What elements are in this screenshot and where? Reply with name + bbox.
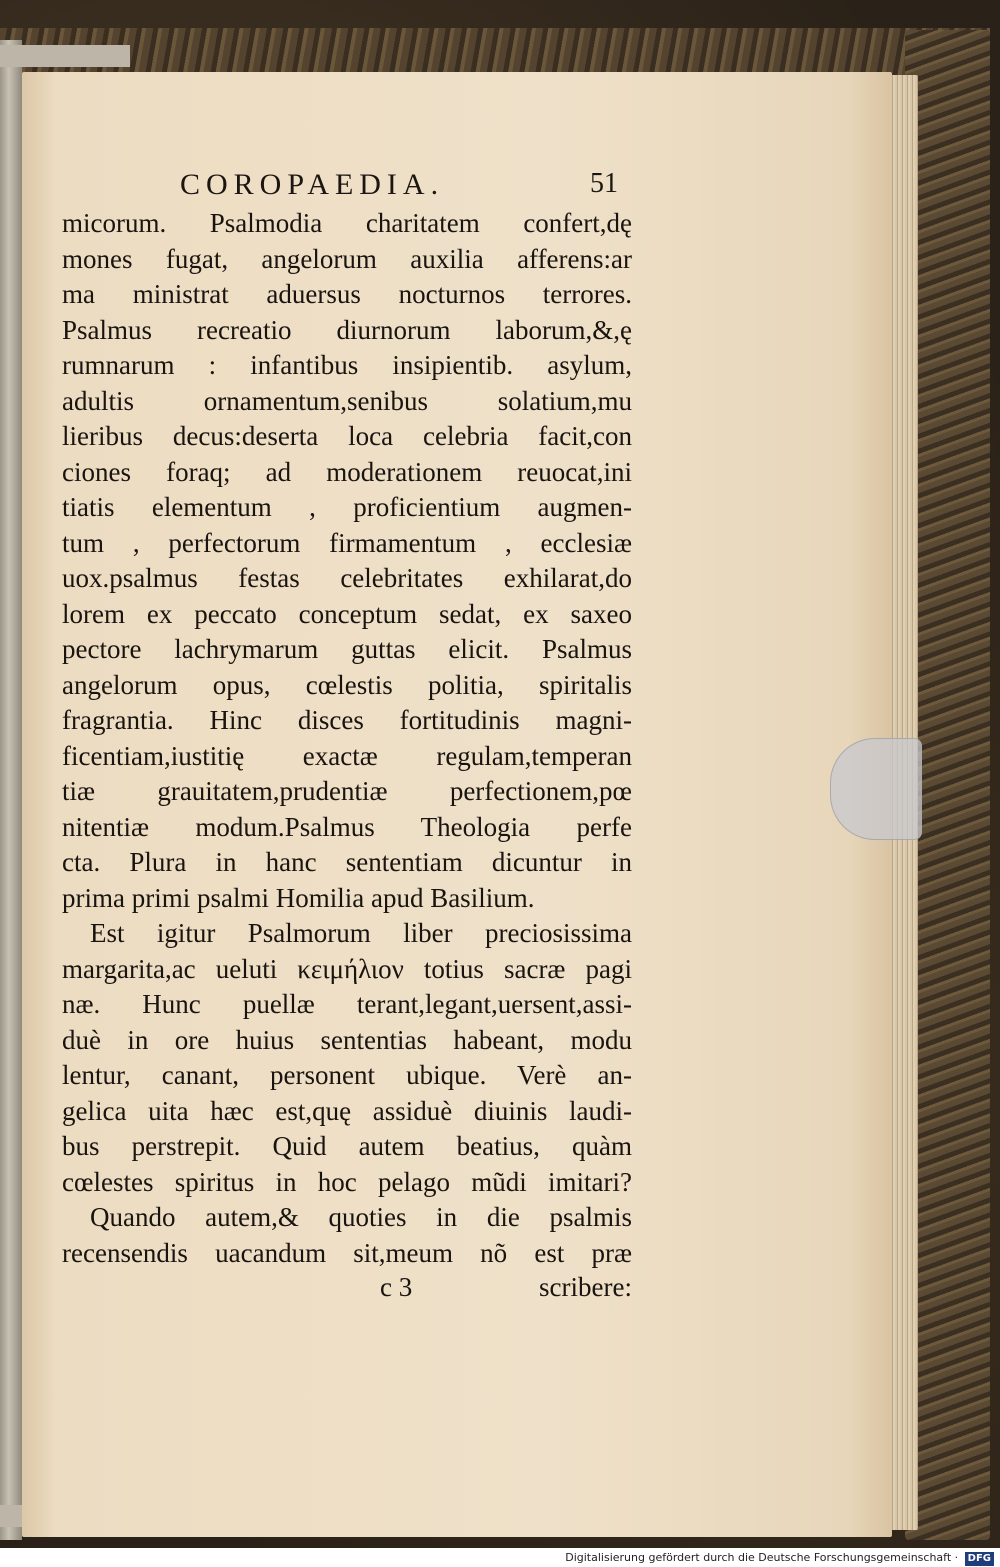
text-line: lorem ex peccato conceptum sedat, ex saxeo [62,598,632,629]
text-line: fragrantia. Hinc disces fortitudinis magni- [62,705,632,735]
text-line: recensendis uacandum sit,meum nõ est præ [62,1237,632,1268]
bookmark-clip [830,738,922,840]
text-line: tiæ grauitatem,prudentiæ perfectionem,pœ [62,776,632,806]
catchword: scribere: [539,1272,632,1302]
text-line: angelorum opus, cœlestis politia, spiritalis [62,669,632,700]
text-line: ciones foraq; ad moderationem reuocat,ini [62,456,632,487]
text-line: adultis ornamentum,senibus solatium,mu [62,385,632,416]
text-line: lieribus decus:deserta loca celebria facit,con [62,421,632,451]
text-line: uox.psalmus festas celebritates exhilarat,do [62,563,632,593]
spine-tie-top [0,45,130,67]
text-line: cœlestes spiritus in hoc pelago mũdi imitari? [62,1166,632,1197]
text-line: prima primi psalmi Homilia apud Basilium. [62,882,535,913]
text-line: margarita,ac ueluti κειμήλιον totius sacræ pagi [62,953,632,984]
text-block [62,206,632,1271]
text-line: lentur, canant, personent ubique. Verè an- [62,1060,632,1090]
text-line: mones fugat, angelorum auxilia afferens:ar [62,243,632,274]
text-line: bus perstrepit. Quid autem beatius, quàm [62,1131,632,1161]
text-line: cta. Plura in hanc sententiam dicuntur in [62,847,632,877]
text-line: tum , perfectorum firmamentum , ecclesiæ [62,527,632,558]
text-line: næ. Hunc puellæ terant,legant,uersent,assi- [62,989,632,1019]
text-line: duè in ore huius sententias habeant, modu [62,1024,632,1055]
text-line: pectore lachrymarum guttas elicit. Psalmus [62,634,632,664]
text-line: gelica uita hæc est,quę assiduè diuinis laudi- [62,1095,632,1126]
credit-bar [0,1548,1000,1567]
page-number: 51 [590,168,618,199]
signature-mark: c 3 [380,1272,413,1302]
text-line: nitentiæ modum.Psalmus Theologia perfe [62,811,632,842]
text-line: Est igitur Psalmorum liber preciosissima [90,918,632,948]
text-line: ma ministrat aduersus nocturnos terrores. [62,279,632,309]
running-title: COROPAEDIA. [180,168,445,201]
text-line: micorum. Psalmodia charitatem confert,dę [62,208,632,238]
page-footer [62,1272,632,1308]
dfg-logo: DFG [965,1552,994,1566]
text-line: Quando autem,& quoties in die psalmis [90,1202,632,1232]
credit-text: Digitalisierung gefördert durch die Deutsche Forschungsgemeinschaft · [565,1551,959,1564]
spine-strip [0,40,22,1540]
text-line: rumnarum : infantibus insipientib. asylum, [62,350,632,380]
text-line: ficentiam,iustitię exactæ regulam,temperan [62,740,632,771]
text-line: tiatis elementum , proficientium augmen- [62,492,632,522]
text-line: Psalmus recreatio diurnorum laborum,&,ę [62,314,632,345]
